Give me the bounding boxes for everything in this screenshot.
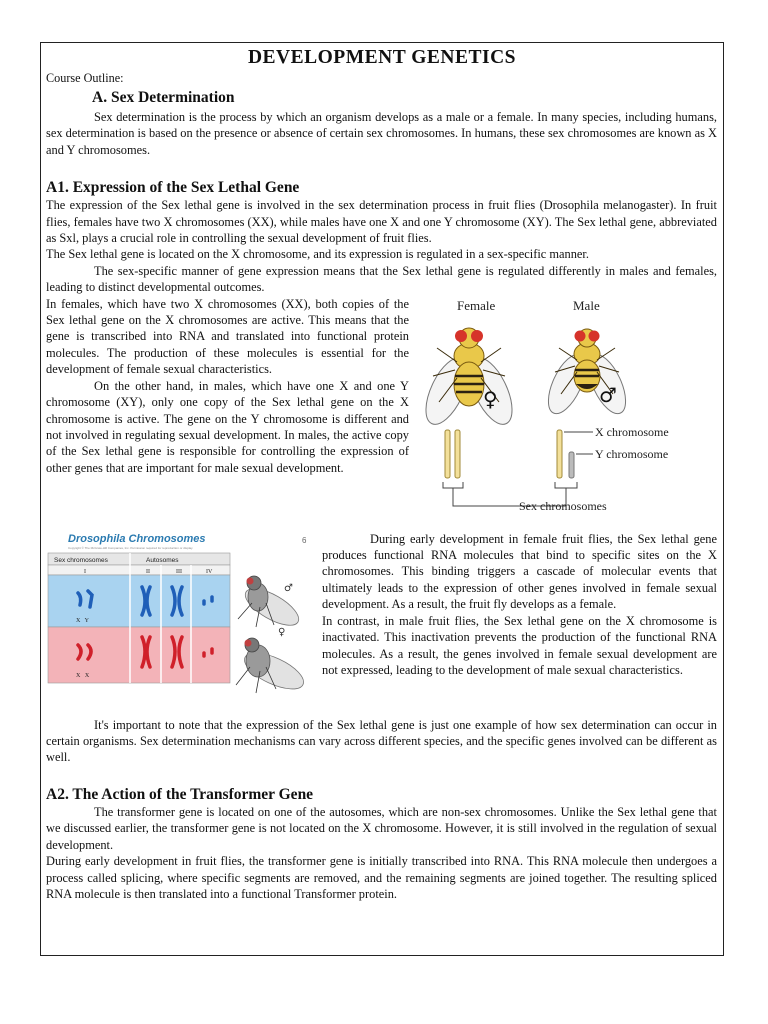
female-x-chromosome-1: [445, 430, 450, 478]
male-fly-illustration: [541, 329, 633, 419]
section-a-paragraph: Sex determination is the process by which an organism develops as a male or a female. In many species, including humans, sex determination is based on the presence or absence of certain sex chromosomes. In humans, these sex chromosomes are known as X and Y chromosomes.: [46, 110, 717, 157]
sex-chromosomes-label: Sex chromosomes: [519, 498, 607, 513]
female-fly-illustration: [417, 328, 520, 430]
a1-paragraph-6: During early development in female fruit flies, the Sex lethal gene produces functional RNA molecules that bind to specific sites on the X chromosomes. This binding triggers a cascade of molecular events that ultimately leads to the expression of other genes involved in female sexual development. As a result, the fruit fly develops as a female.: [322, 531, 717, 612]
karyotype-section: [46, 531, 717, 717]
a1-paragraph-7: In contrast, in male fruit flies, the Sex lethal gene on the X chromosome is inactivated. This inactivation prevents the production of the functional RNA molecules. As a result, the genes involved in female sexual development are not expressed, leading to the development of male sexual characteristics.: [322, 613, 717, 677]
female-label: Female: [457, 297, 496, 313]
x-chromosome-label: X chromosome: [595, 424, 669, 439]
section-a-heading: A. Sex Determination: [92, 89, 235, 106]
male-grey-fly: [238, 576, 304, 632]
male-y-chromosome: [569, 452, 574, 478]
karyotype-male-symbol: ♂: [284, 582, 293, 594]
y-chromosome-label: Y chromosome: [595, 446, 669, 461]
karyotype-copyright: Copyright © The McGraw-Hill Companies, Inc. Permission required for reproduction or display.: [68, 545, 194, 550]
a2-paragraph-2: During early development in fruit flies, the transformer gene is initially transcribed into RNA. This RNA molecule then undergoes a process called splicing, where specific segments are removed, and the remaining segments are joined together. The resulting spliced RNA molecule is then translated into a functional Transformer protein.: [46, 854, 717, 901]
male-symbol: ♂: [599, 382, 617, 407]
a1-paragraph-5: On the other hand, in males, which have one X and one Y chromosome (XY), only one copy of the Sex lethal gene on the X chromosome is active. The gene on the Y chromosome is different and not involved in regulating sexual development. In males, the active copy of the Sex lethal gene is responsible for controlling the expression of other genes that are important for male sexual development.: [46, 378, 409, 475]
course-outline-label: Course Outline:: [46, 71, 124, 85]
section-a1-heading: A1. Expression of the Sex Lethal Gene: [46, 179, 300, 197]
page-title: DEVELOPMENT GENETICS: [247, 47, 517, 68]
male-x-chromosome: [557, 430, 562, 478]
a1-paragraph-8: It's important to note that the expression of the Sex lethal gene is just one example of how sex determination can occur in certain organisms. Sex determination mechanisms can vary across different species, and the specific genes involved can be different as well.: [46, 717, 717, 765]
karyotype-text-column: [314, 531, 717, 717]
fly-figure: [409, 296, 717, 536]
female-grey-fly: [236, 638, 308, 696]
female-x-chromosome-2: [455, 430, 460, 478]
karyotype-title: Drosophila Chromosomes: [68, 532, 206, 545]
male-xy-label: X Y: [76, 617, 89, 624]
page-frame: [40, 42, 724, 956]
a1-paragraph-1: The expression of the Sex lethal gene is involved in the sex determination process in fruit flies (Drosophila melanogaster). In fruit flies, females have two X chromosomes (XX), while males have one X and one Y chromosome (XY). The Sex lethal gene, abbreviated as Sxl, plays a crucial role in controlling the sexual development of fruit flies.: [46, 198, 717, 246]
section-a2-heading: A2. The Action of the Transformer Gene: [46, 785, 314, 803]
male-label: Male: [573, 297, 600, 313]
karyotype-col-sex: Sex chromosomes: [54, 556, 108, 564]
a1-paragraph-2: The Sex lethal gene is located on the X chromosome, and its expression is regulated in a sex-specific manner.: [46, 247, 589, 262]
roman-4: IV: [206, 568, 213, 575]
roman-3: III: [176, 568, 182, 575]
fly-section: [46, 296, 717, 536]
female-symbol: ♀: [483, 386, 498, 411]
fly-text-column: [46, 296, 409, 536]
section-a-body: [41, 109, 723, 902]
a1-paragraph-3: The sex-specific manner of gene expression means that the Sex lethal gene is regulated differently in males and females, leading to distinct developmental outcomes.: [46, 263, 717, 295]
karyotype-col-auto: Autosomes: [146, 556, 179, 564]
roman-2: II: [146, 568, 150, 575]
a1-paragraph-4: In females, which have two X chromosomes (XX), both copies of the Sex lethal gene on the X chromosomes are active. This means that the gene is transcribed into RNA and translated into functional protein molecules. The production of these molecules is essential for the development of female sexual characteristics.: [46, 296, 409, 377]
a2-paragraph-1: The transformer gene is located on one of the autosomes, which are non-sex chromosomes. Unlike the Sex lethal gene that we discussed earlier, the transformer gene is not located on the X chromosome. However, it is still involved in the regulation of sexual development.: [46, 804, 717, 852]
karyotype-page-number: 6: [302, 535, 307, 545]
karyotype-figure: [46, 531, 314, 717]
fly-figure-svg: [409, 296, 715, 536]
roman-1: I: [84, 568, 86, 575]
karyotype-female-symbol: ♀: [278, 626, 286, 638]
karyotype-svg: [46, 531, 314, 717]
female-xx-label: X X: [76, 672, 90, 679]
